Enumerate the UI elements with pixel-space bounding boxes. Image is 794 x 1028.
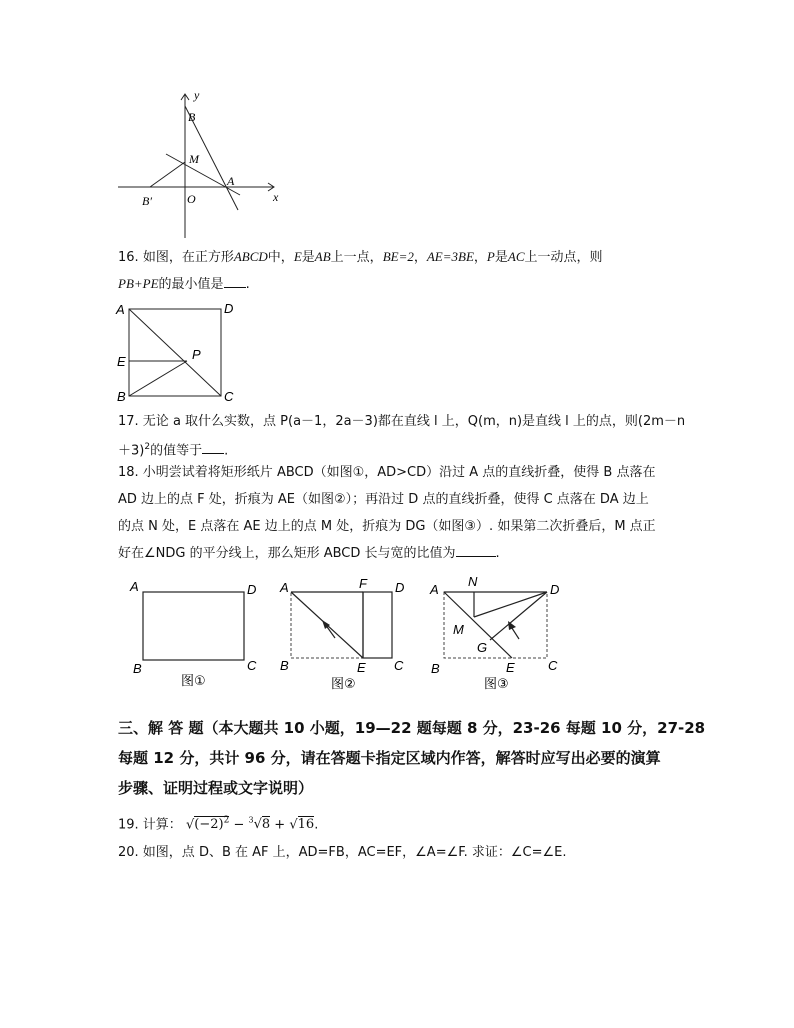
label-B: B: [431, 661, 440, 676]
q19-minus: −: [233, 817, 245, 833]
q18-end: .: [495, 546, 500, 561]
rect-FDCE: [363, 592, 392, 658]
label-C: C: [394, 658, 404, 673]
label-A: A: [130, 579, 139, 594]
caption-fig2: 图②: [331, 677, 356, 692]
answer-blank: [202, 439, 224, 454]
label-F: F: [359, 576, 367, 591]
label-C: C: [247, 658, 257, 673]
label-D: D: [395, 580, 405, 595]
sqrt-expression-1: $√(-2)^2$: [185, 816, 230, 833]
segment-BP: [129, 361, 187, 396]
q17-text: 的值等于: [150, 443, 203, 459]
answer-blank: [456, 542, 496, 557]
q19-label: 19. 计算：: [118, 817, 182, 833]
section-3-heading-line3: 步骤、证明过程或文字说明）: [118, 779, 314, 797]
label-A: A: [227, 174, 235, 188]
q16-AB: AB: [314, 249, 331, 264]
q16-text: 中，: [267, 250, 294, 265]
q16-text: 的最小值是: [158, 277, 224, 292]
label-A: A: [280, 580, 289, 595]
label-B: B: [280, 658, 289, 673]
answer-blank: [224, 273, 246, 288]
cbrt-expression: $^3$√8: [248, 816, 271, 833]
q19-exponent: 2: [223, 816, 230, 826]
label-D: D: [247, 582, 257, 597]
question-18-line1: 18. 小明尝试着将矩形纸片 ABCD（如图①，AD>CD）沿过 A 点的直线折叠，使得 B 点落在: [118, 465, 656, 480]
label-D: D: [550, 582, 560, 597]
label-D: D: [224, 301, 234, 316]
question-19: [118, 808, 318, 838]
q16-AE: AE=3BE: [426, 249, 474, 264]
diagonal-AC: [129, 309, 221, 396]
q16-number: 16.: [118, 250, 139, 265]
q19-plus: +: [274, 817, 286, 833]
question-18-line2: AD 边上的点 F 处，折痕为 AE（如图②）；再沿过 D 点的直线折叠，使得 C 点落在 DA 边上: [118, 492, 649, 507]
fold-arrowhead: [322, 620, 330, 629]
q16-text: ，: [413, 250, 427, 265]
label-B: B: [117, 389, 126, 404]
section-3-heading-line1: 三、解 答 题（本大题共 10 小题，19—22 题每题 8 分，23-26 每题 10 分，27-28: [118, 719, 706, 737]
fold-arrowhead: [508, 621, 516, 630]
figure-q18-2: [277, 575, 417, 695]
q16-E: E: [293, 249, 302, 264]
q16-abcd: ABCD: [233, 249, 268, 264]
q19-radicand-3: 16: [297, 817, 315, 833]
caption-fig1: 图①: [181, 674, 206, 689]
q16-text: ，: [473, 250, 487, 265]
q19-end: .: [314, 817, 319, 833]
label-B: B: [188, 110, 196, 124]
figure-q18-1: [125, 575, 270, 695]
label-O: O: [187, 192, 196, 206]
label-A: A: [116, 302, 125, 317]
q19-root-index: 3: [248, 816, 254, 825]
label-x: x: [273, 190, 279, 204]
rect-outline-dashed: [291, 592, 392, 658]
label-E: E: [117, 354, 126, 369]
q16-text: 是: [494, 250, 508, 265]
label-E: E: [357, 660, 366, 675]
label-M: M: [453, 622, 464, 637]
label-C: C: [224, 389, 234, 404]
label-M: M: [189, 152, 199, 166]
label-C: C: [548, 658, 558, 673]
question-17-line1: 17. 无论 a 取什么实数，点 P(a－1，2a－3)都在直线 l 上，Q(m，n)是直线 l 上的点，则(2m－n: [118, 414, 686, 429]
q19-radicand-2: 8: [261, 817, 271, 833]
segment-MD: [474, 592, 547, 617]
label-E: E: [506, 660, 515, 675]
label-y: y: [194, 88, 200, 102]
figure-q15-coordinate: [110, 88, 290, 243]
line-BprimeM: [150, 162, 185, 187]
question-20: 20. 如图，点 D、B 在 AF 上，AD=FB，AC=EF，∠A=∠F. 求证：∠C=∠E.: [118, 845, 567, 860]
caption-fig3: 图③: [484, 677, 509, 692]
figure-q18-3: [426, 575, 566, 695]
q19-radicand-1: (−2): [194, 817, 224, 833]
sqrt-expression-2: √16: [289, 817, 315, 833]
section-3-heading-line2: 每题 12 分，共计 96 分，请在答题卡指定区域内作答，解答时应写出必要的演算: [118, 749, 661, 767]
q17-superscript: 2: [144, 442, 151, 452]
q16-text: 是: [301, 250, 315, 265]
q16-BE: BE=2: [382, 249, 414, 264]
figure-q16-square: [112, 300, 242, 406]
q16-AC: AC: [507, 249, 525, 264]
q17-end: .: [224, 443, 229, 459]
label-B: B: [133, 661, 142, 676]
rect-ABCD: [143, 592, 244, 660]
q17-text: ＋3): [118, 443, 145, 459]
q16-text: 上一动点，则: [524, 250, 603, 265]
question-18-line3: 的点 N 处，E 点落在 AE 边上的点 M 处，折痕为 DG（如图③）. 如果第二次折叠后，M 点正: [118, 519, 656, 534]
label-P: P: [192, 347, 201, 362]
label-A: A: [430, 582, 439, 597]
q18-text: 好在∠NDG 的平分线上，那么矩形 ABCD 长与宽的比值为: [118, 546, 456, 561]
q16-P: P: [486, 249, 495, 264]
question-18-line4: [118, 541, 500, 567]
question-16-line1: [118, 244, 603, 271]
q16-text: 上一点，: [330, 250, 383, 265]
q16-end: .: [245, 277, 250, 292]
label-N: N: [468, 575, 478, 589]
fold-DG: [490, 592, 547, 640]
question-16-line2: [118, 271, 250, 298]
q16-PBPE: PB+PE: [118, 276, 159, 291]
q16-text: 如图，在正方形: [142, 250, 234, 265]
label-Bprime: B′: [142, 194, 152, 208]
label-G: G: [477, 640, 488, 655]
